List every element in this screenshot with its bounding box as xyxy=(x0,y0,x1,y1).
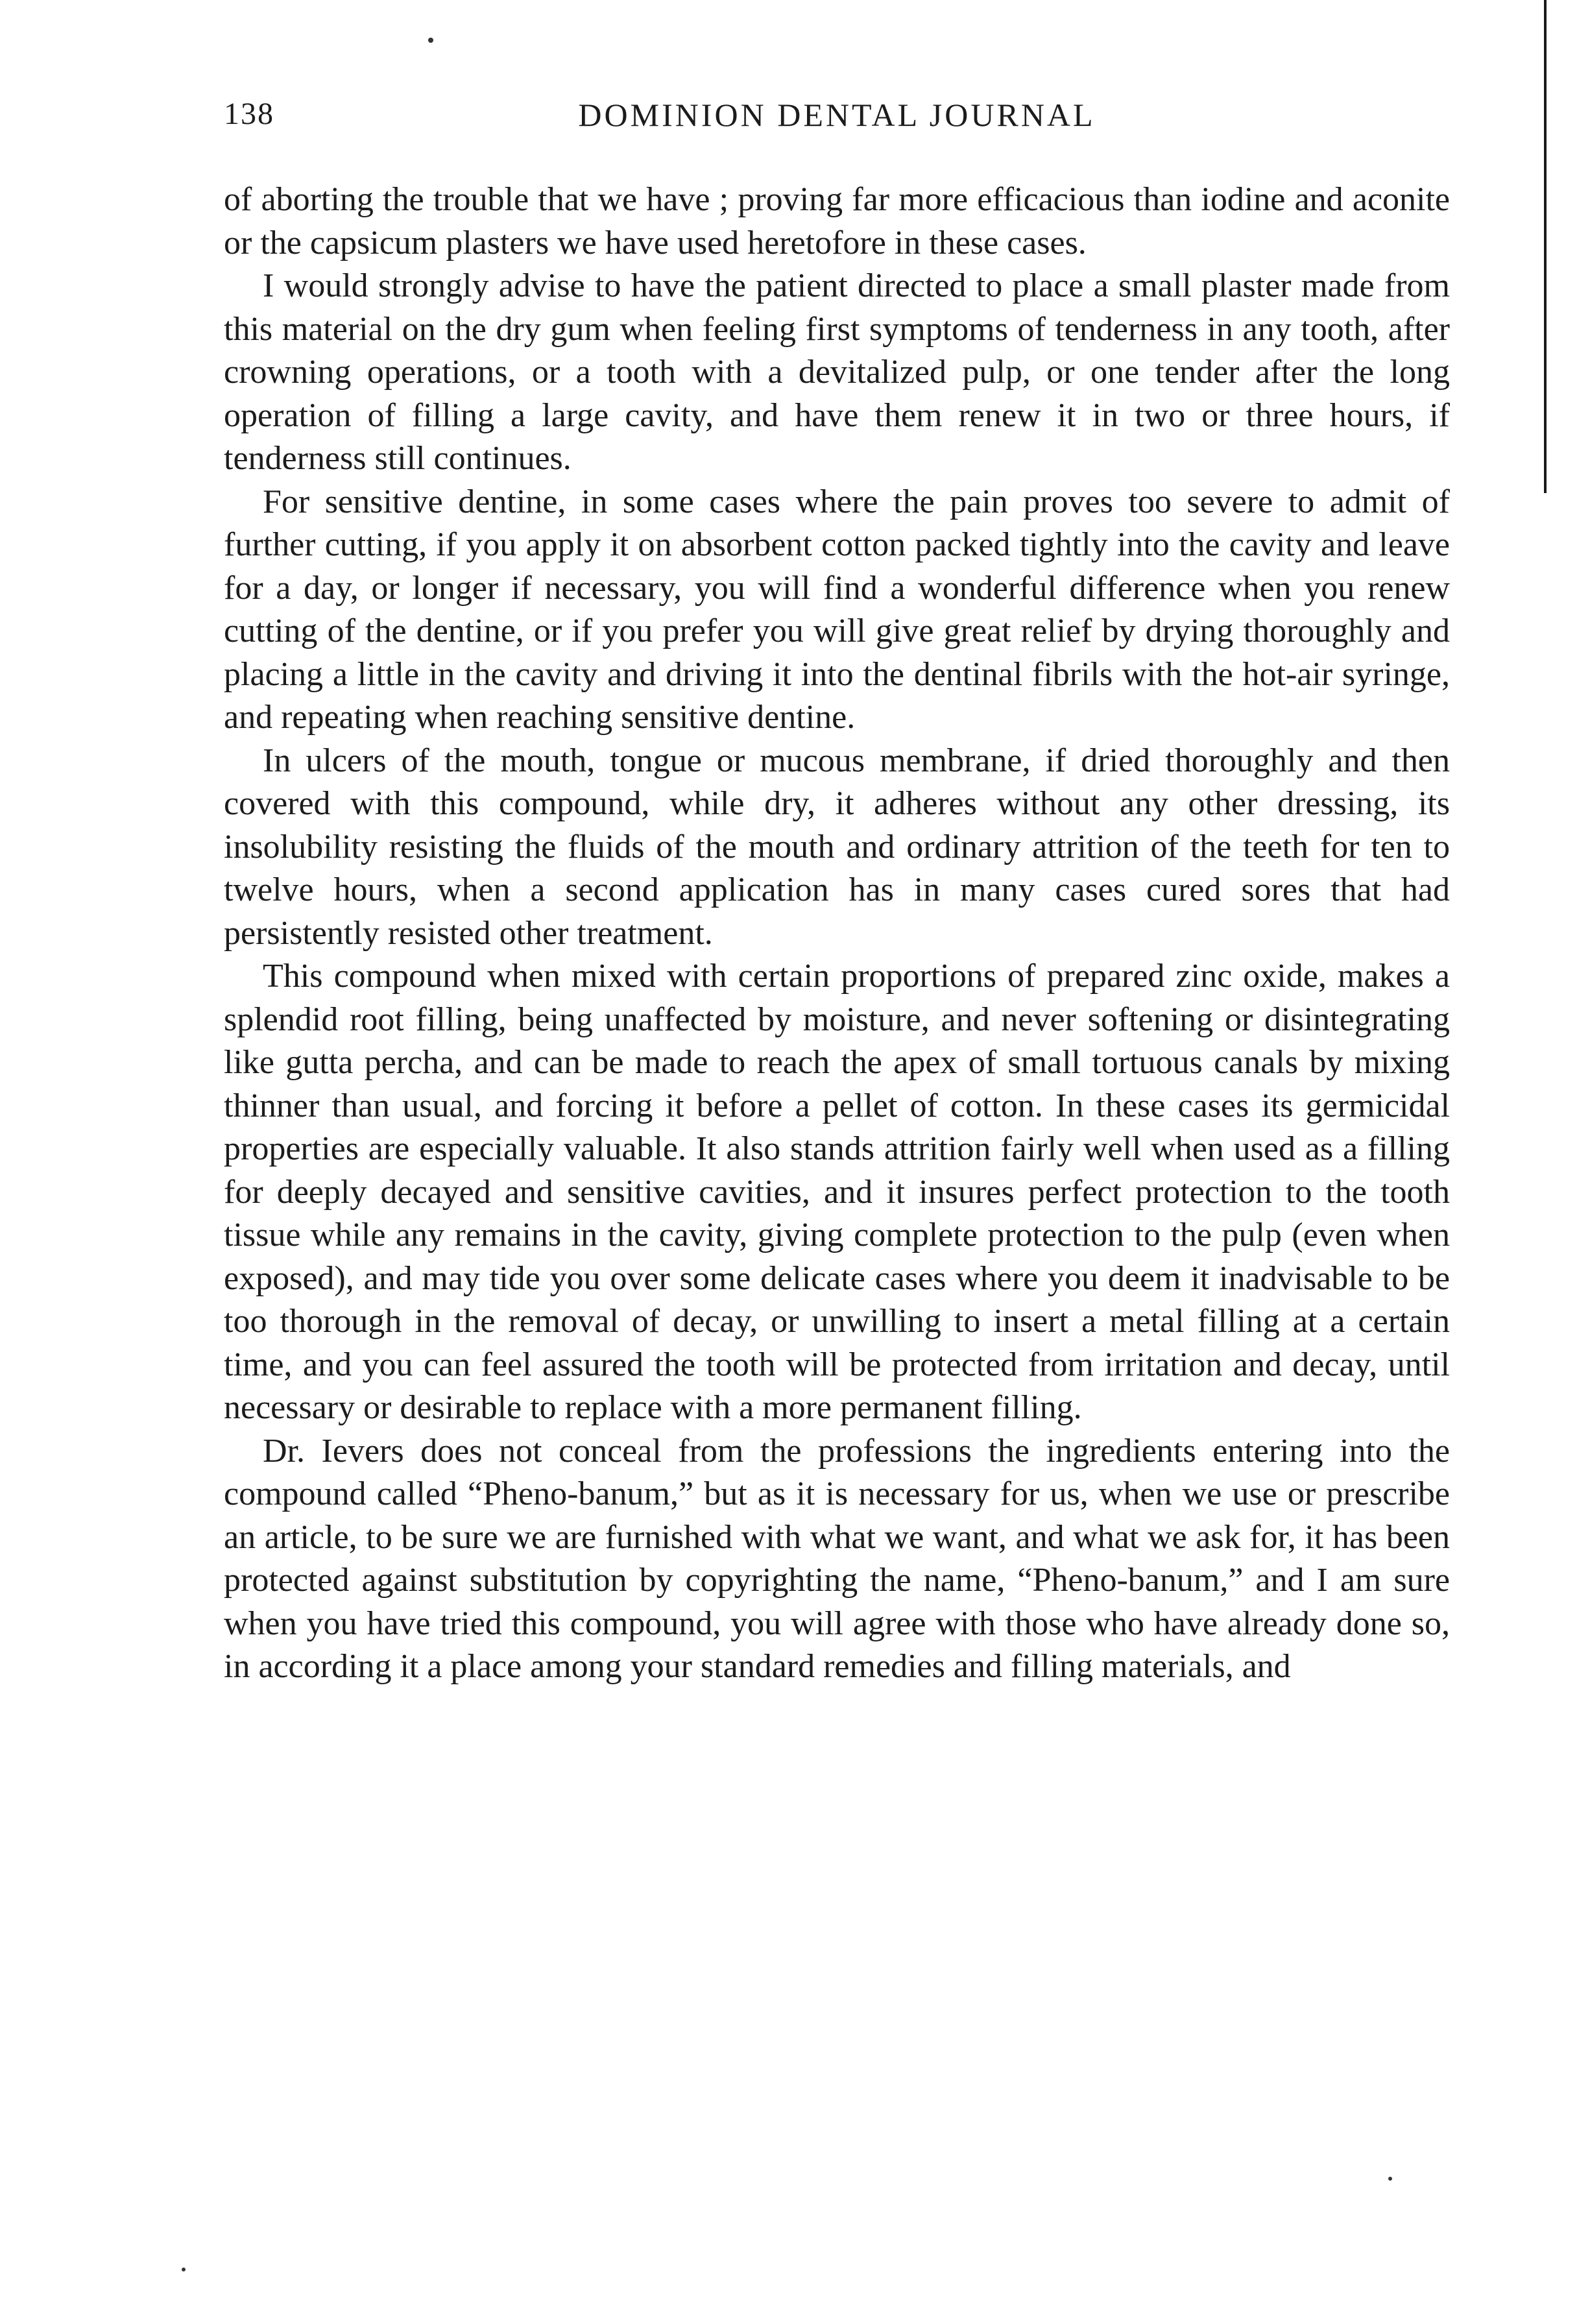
paragraph: This compound when mixed with certain proportions of prepared zinc oxide, makes a splendid root filling, being unaffected by moisture, and never softening or disintegrating like gutta percha, and can be made to reach the apex of small tortuous canals by mixing thinner than usual, and forcing it before a pellet of cotton. In these cases its germicidal properties are especially valuable. It also stands attrition fairly well when used as a filling for deeply decayed and sensitive cavities, and it insures perfect protection to the tooth tissue while any remains in the cavity, giving complete protection to the pulp (even when exposed), and may tide you over some delicate cases where you deem it inadvisable to be too thorough in the removal of decay, or unwilling to insert a metal filling at a certain time, and you can feel assured the tooth will be protected from irritation and decay, until necessary or desirable to replace with a more permanent filling. xyxy=(224,958,1450,1426)
paragraph: In ulcers of the mouth, tongue or mucous membrane, if dried thoroughly and then covered with this compound, while dry, it adheres without any other dressing, its insolubility resisting the fluids of the mouth and ordinary attrition of the teeth for ten to twelve hours, when a second application has in many cases cured sores that had persistently resisted other treatment. xyxy=(224,742,1450,952)
paragraph: For sensitive dentine, in some cases where the pain proves too severe to admit of further cutting, if you apply it on absorbent cotton packed tightly into the cavity and leave for a day, or longer if necessary, you will find a wonderful difference when you renew cutting of the dentine, or if you prefer you will give great relief by drying thoroughly and placing a little in the cavity and driving it into the dentinal fibrils with the hot-air syringe, and repeating when reaching sensitive dentine. xyxy=(224,483,1450,736)
print-speck xyxy=(428,38,433,43)
print-speck xyxy=(1388,2177,1392,2181)
page-edge-rule xyxy=(1544,0,1547,493)
page-header xyxy=(224,96,1450,148)
paragraph: I would strongly advise to have the patient directed to place a small plaster made from this material on the dry gum when feeling first symptoms of tenderness in any tooth, after crowning operations, or a tooth with a devitalized pulp, or one tender after the long operation of filling a large cavity, and have them renew it in two or three hours, if tenderness still continues. xyxy=(224,267,1450,477)
running-title: DOMINION DENTAL JOURNAL xyxy=(578,97,1096,133)
body-text xyxy=(224,178,1450,1689)
paragraph: Dr. Ievers does not conceal from the professions the ingredients entering into the compound called “Pheno-banum,” but as it is necessary for us, when we use or prescribe an article, to be sure we are furnished with what we want, and what we ask for, it has been protected against substitution by copyrighting the name, “Pheno-banum,” and I am sure when you have tried this compound, you will agree with those who have already done so, in according it a place among your standard remedies and filling materials, and xyxy=(224,1432,1450,1685)
page-number: 138 xyxy=(224,97,274,131)
paragraph: of aborting the trouble that we have ; proving far more efficacious than iodine and aconite or the capsicum plasters we have used heretofore in these cases. xyxy=(224,181,1450,261)
print-speck xyxy=(182,2268,186,2271)
